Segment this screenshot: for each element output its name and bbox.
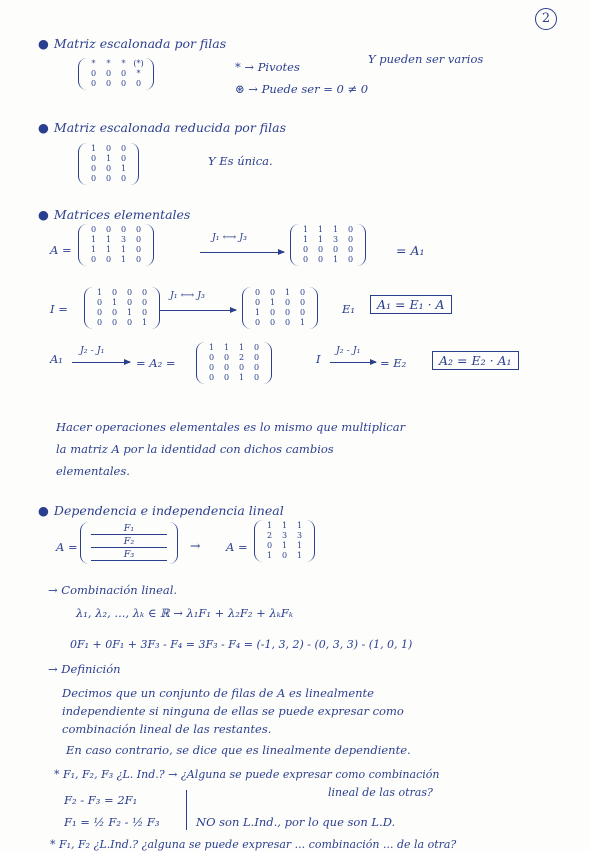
matrix-cell: 0 xyxy=(120,174,127,183)
matrix-cell: 1 xyxy=(296,551,303,560)
matrix-cell: 0 xyxy=(90,154,97,163)
question-line-2: lineal de las otras? xyxy=(328,786,433,799)
matrix-cell: 0 xyxy=(208,373,215,382)
matrix-cell: 1 xyxy=(96,288,103,297)
unica-note: Y Es única. xyxy=(208,154,273,168)
matrix-cell: 1 xyxy=(120,255,127,264)
row-op-2: J₁ ⟷ J₃ xyxy=(170,290,205,301)
rows-matrix xyxy=(80,522,178,564)
identity-label: I = xyxy=(50,302,68,316)
bullet-icon: ● xyxy=(38,503,49,518)
A1-op-label: A₁ xyxy=(50,352,63,366)
row-op-3: J₂ - J₁ xyxy=(80,345,105,356)
matrix-cell: 2 xyxy=(266,531,273,540)
matrix-cell: 0 xyxy=(253,353,260,362)
page-number: 2 xyxy=(535,8,557,30)
matrix-cell: 0 xyxy=(254,288,261,297)
matrix-cell: 0 xyxy=(90,69,97,78)
matrix-A-values xyxy=(254,520,315,562)
matrix-cell: 0 xyxy=(254,298,261,307)
matrix-cell: 0 xyxy=(347,255,354,264)
bottom-line: * F₁, F₂ ¿L.Ind.? ¿alguna se puede expresar ... combinación ... de la otra? xyxy=(50,838,457,851)
conclusion: NO son L.Ind., por lo que son L.D. xyxy=(196,815,396,829)
matrix-cell: 1 xyxy=(120,164,127,173)
matrix-cell: 0 xyxy=(223,363,230,372)
row-F2: F₂ xyxy=(91,536,167,548)
matrix-cell: 0 xyxy=(90,174,97,183)
circled-note: ⊛ → Puede ser = 0 ≠ 0 xyxy=(235,82,369,96)
matrix-cell: 1 xyxy=(281,521,288,530)
A2-label: = A₂ = xyxy=(136,356,176,370)
comb-line: λ₁, λ₂, ..., λₖ ∈ ℝ → λ₁F₁ + λ₂F₂ + λₖFₖ xyxy=(76,606,294,620)
matrix-cell: 0 xyxy=(135,245,142,254)
matrix-cell: 0 xyxy=(135,235,142,244)
matrix-cell: 1 xyxy=(238,373,245,382)
matrix-cell: 1 xyxy=(296,541,303,550)
matrix-cell: 0 xyxy=(302,245,309,254)
def-line-4: En caso contrario, se dice que es linealmente dependiente. xyxy=(66,743,411,757)
matrix-cell: 0 xyxy=(299,298,306,307)
matrix-cell: 0 xyxy=(126,288,133,297)
boxed-A2-equation: A₂ = E₂ · A₁ xyxy=(432,351,519,370)
def-line-1: Decimos que un conjunto de filas de A es linealmente xyxy=(62,686,374,700)
note-line-2: la matriz A por la identidad con dichos cambios xyxy=(56,442,334,456)
matrix-cell: 0 xyxy=(281,551,288,560)
section-title-dependencia: ● Dependencia e independencia lineal xyxy=(38,503,284,518)
matrix-cell: 0 xyxy=(299,308,306,317)
matrix-cell: (*) xyxy=(133,59,144,68)
matrix-cell: 1 xyxy=(238,343,245,352)
bullet-icon: ● xyxy=(38,36,49,51)
row-F1: F₁ xyxy=(91,523,167,535)
matrix-cell: 0 xyxy=(266,541,273,550)
matrix-cell: 3 xyxy=(296,531,303,540)
row-F3: F₃ xyxy=(91,549,167,561)
I2-label: I xyxy=(316,352,321,366)
E2-label: = E₂ xyxy=(380,356,407,370)
matrix-cell: 0 xyxy=(269,288,276,297)
matrix-cell: 1 xyxy=(269,298,276,307)
matrix-cell: 0 xyxy=(105,225,112,234)
matrix-cell: 2 xyxy=(238,353,245,362)
pivotes-note: Y pueden ser varios xyxy=(368,52,484,66)
matrix-cell: 1 xyxy=(284,288,291,297)
pivotes-label: * → Pivotes xyxy=(235,60,300,74)
matrix-cell: 1 xyxy=(105,154,112,163)
row-op-1: J₁ ⟷ J₃ xyxy=(212,232,247,243)
A1-label: = A₁ xyxy=(396,243,425,258)
example-line: 0F₁ + 0F₁ + 3F₃ - F₄ = 3F₃ - F₄ = (-1, 3, 2) - (0, 3, 3) - (1, 0, 1) xyxy=(70,638,413,651)
matrix-cell: 0 xyxy=(141,288,148,297)
matrix-A-label: A = xyxy=(50,243,72,257)
matrix-cell: 1 xyxy=(90,245,97,254)
matrix-cell: 1 xyxy=(332,225,339,234)
matrix-escalonada xyxy=(78,58,154,90)
matrix-cell: 0 xyxy=(141,308,148,317)
matrix-cell: 0 xyxy=(208,363,215,372)
matrix-cell: 1 xyxy=(299,318,306,327)
matrix-cell: 0 xyxy=(90,164,97,173)
matrix-cell: 1 xyxy=(126,308,133,317)
matrix-cell: 1 xyxy=(254,308,261,317)
matrix-cell: 0 xyxy=(254,318,261,327)
row-op-4: J₂ - J₁ xyxy=(336,345,361,356)
arrow-icon xyxy=(330,362,376,363)
note-line-1: Hacer operaciones elementales es lo mismo que multiplicar xyxy=(56,420,406,434)
matrix-cell: 0 xyxy=(269,318,276,327)
matrix-cell: 0 xyxy=(141,298,148,307)
matrix-cell: 0 xyxy=(299,288,306,297)
equation-2: F₁ = ½ F₂ - ½ F₃ xyxy=(64,815,160,829)
section-title-matrices-elementales: ● Matrices elementales xyxy=(38,207,191,222)
matrix-cell: 0 xyxy=(90,225,97,234)
matrix-cell: 1 xyxy=(302,235,309,244)
matrix-cell: 0 xyxy=(105,69,112,78)
matrix-A2-label: A = xyxy=(226,540,248,554)
matrix-identity xyxy=(84,287,160,329)
equation-1: F₂ - F₃ = 2F₁ xyxy=(64,793,138,807)
matrix-cell: 3 xyxy=(120,235,127,244)
matrix-A-label-2: A = xyxy=(56,540,78,554)
def-line-2: independiente si ninguna de ellas se puede expresar como xyxy=(62,704,404,718)
matrix-cell: 1 xyxy=(120,245,127,254)
matrix-cell: 0 xyxy=(135,79,142,88)
matrix-cell: 1 xyxy=(332,255,339,264)
arrow-icon xyxy=(160,310,236,311)
boxed-A1-equation: A₁ = E₁ · A xyxy=(370,295,452,314)
matrix-cell: 0 xyxy=(347,245,354,254)
comb-title: → Combinación lineal. xyxy=(48,583,178,597)
matrix-cell: * xyxy=(121,59,126,68)
matrix-cell: 0 xyxy=(105,174,112,183)
matrix-cell: 0 xyxy=(135,225,142,234)
matrix-cell: 0 xyxy=(284,298,291,307)
matrix-cell: 0 xyxy=(253,343,260,352)
matrix-cell: 0 xyxy=(208,353,215,362)
matrix-cell: 0 xyxy=(120,79,127,88)
matrix-cell: 0 xyxy=(284,308,291,317)
matrix-cell: * xyxy=(106,59,111,68)
matrix-reducida xyxy=(78,143,139,185)
matrix-cell: 1 xyxy=(266,551,273,560)
matrix-cell: 0 xyxy=(126,318,133,327)
matrix-cell: 1 xyxy=(266,521,273,530)
matrix-cell: 1 xyxy=(105,235,112,244)
matrix-cell: 0 xyxy=(238,363,245,372)
matrix-cell: 0 xyxy=(223,373,230,382)
bullet-icon: ● xyxy=(38,120,49,135)
matrix-cell: 3 xyxy=(332,235,339,244)
matrix-cell: 0 xyxy=(90,79,97,88)
matrix-cell: 0 xyxy=(317,255,324,264)
matrix-cell: 0 xyxy=(332,245,339,254)
matrix-cell: 3 xyxy=(281,531,288,540)
arrow-glyph: → xyxy=(190,538,201,553)
note-line-3: elementales. xyxy=(56,464,130,478)
matrix-cell: * xyxy=(136,69,141,78)
matrix-cell: 0 xyxy=(253,373,260,382)
def-line-3: combinación lineal de las restantes. xyxy=(62,722,272,736)
matrix-cell: 1 xyxy=(317,225,324,234)
arrow-icon xyxy=(72,362,130,363)
matrix-cell: 1 xyxy=(281,541,288,550)
matrix-cell: 0 xyxy=(111,318,118,327)
def-title: → Definición xyxy=(48,662,121,676)
matrix-cell: 1 xyxy=(105,245,112,254)
matrix-cell: 1 xyxy=(296,521,303,530)
matrix-cell: * xyxy=(91,59,96,68)
matrix-cell: 0 xyxy=(105,255,112,264)
matrix-cell: 0 xyxy=(120,225,127,234)
matrix-cell: 0 xyxy=(223,353,230,362)
matrix-cell: 0 xyxy=(111,308,118,317)
matrix-cell: 1 xyxy=(208,343,215,352)
matrix-cell: 1 xyxy=(90,235,97,244)
bullet-icon: ● xyxy=(38,207,49,222)
matrix-cell: 0 xyxy=(90,255,97,264)
matrix-cell: 0 xyxy=(105,79,112,88)
divider-line xyxy=(186,790,187,830)
matrix-cell: 0 xyxy=(135,255,142,264)
matrix-cell: 1 xyxy=(223,343,230,352)
matrix-A1 xyxy=(290,224,366,266)
matrix-cell: 1 xyxy=(302,225,309,234)
matrix-cell: 0 xyxy=(347,235,354,244)
matrix-cell: 1 xyxy=(141,318,148,327)
matrix-cell: 0 xyxy=(105,164,112,173)
matrix-cell: 0 xyxy=(253,363,260,372)
section-title-matriz-reducida: ● Matriz escalonada reducida por filas xyxy=(38,120,286,135)
matrix-cell: 0 xyxy=(105,144,112,153)
matrix-cell: 0 xyxy=(111,288,118,297)
matrix-cell: 0 xyxy=(120,69,127,78)
matrix-cell: 1 xyxy=(90,144,97,153)
matrix-cell: 0 xyxy=(96,298,103,307)
matrix-cell: 0 xyxy=(317,245,324,254)
matrix-E1 xyxy=(242,287,318,329)
E1-label: E₁ xyxy=(342,302,356,316)
section-title-matriz-escalonada: ● Matriz escalonada por filas xyxy=(38,36,227,51)
matrix-A2 xyxy=(196,342,272,384)
matrix-cell: 0 xyxy=(269,308,276,317)
matrix-cell: 0 xyxy=(96,318,103,327)
matrix-cell: 0 xyxy=(120,154,127,163)
matrix-A xyxy=(78,224,154,266)
question-line-1: * F₁, F₂, F₃ ¿L. Ind.? → ¿Alguna se puede expresar como combinación xyxy=(54,768,440,781)
matrix-cell: 0 xyxy=(302,255,309,264)
matrix-cell: 1 xyxy=(111,298,118,307)
matrix-cell: 0 xyxy=(120,144,127,153)
matrix-cell: 1 xyxy=(317,235,324,244)
matrix-cell: 0 xyxy=(96,308,103,317)
matrix-cell: 0 xyxy=(126,298,133,307)
matrix-cell: 0 xyxy=(284,318,291,327)
arrow-icon xyxy=(200,252,284,253)
matrix-cell: 0 xyxy=(347,225,354,234)
